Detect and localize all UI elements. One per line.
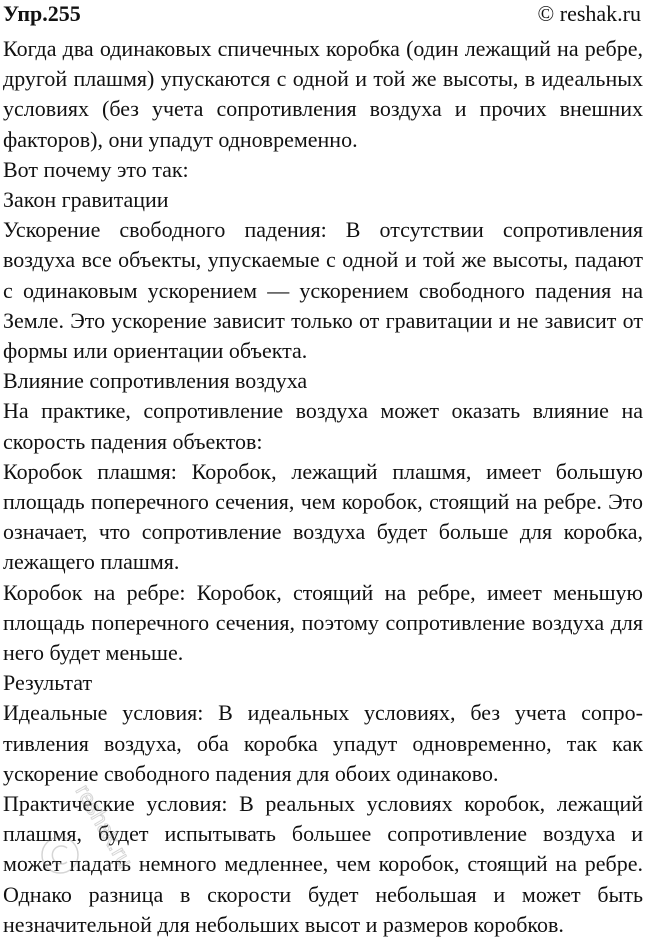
paragraph-edge-box: Коробок на ребре: Коробок, стоящий на ребре, имеет меньшую площадь поперечного сечения, поэтому сопротивление воздуха для него будет меньше.	[3, 579, 643, 666]
copyright-label: © reshak.ru	[537, 1, 641, 26]
paragraph-acceleration: Ускорение свободного падения: В отсутствии сопротивления воздуха все объекты, упускаемые с одной и той же высоты, падают с одинаковым ускорением — ускорением свободного падения на Земле. Это ускорение зависит только от гравитации и не зависит от формы или ориентации объекта.	[3, 217, 643, 364]
heading-result: Результат	[3, 670, 93, 696]
heading-gravity-law: Закон гравитации	[3, 187, 169, 213]
page-header	[0, 0, 646, 34]
paragraph-practice: На практике, сопротивление воздуха может оказать влияние на скорость падения объектов:	[3, 398, 643, 454]
heading-air-resistance: Влияние сопротивления воздуха	[3, 368, 308, 394]
paragraph-ideal: Идеальные условия: В идеальных условиях, без учета сопротивления воздуха, оба коробка упадут одновременно, так как ускорение свободного падения для обоих одинаково.	[3, 700, 643, 786]
paragraph-real: Практические условия: В реальных условиях коробок, лежащий плашмя, будет испытывать большее сопротивление воздуха и может падать немного медленнее, чем коробок, стоящий на ребре. Однако разница в скорости будет небольшая и может быть незначительной для небольших высот и размеров коробков.	[3, 791, 643, 937]
answer-text	[3, 34, 643, 940]
paragraph-intro: Когда два одинаковых спичечных коробка (один лежащий на ребре, другой плашмя) упускаются с одной и той же высоты, в идеальных условиях (без учета сопротивления воздуха и прочих внешних факторов), они упадут одновременно.	[3, 36, 643, 152]
paragraph-flat-box: Коробок плашмя: Коробок, лежащий плашмя, имеет большую площадь поперечного сечения, чем коробок, стоящий на ребре. Это означает, что сопротивление воздуха будет больше для коробка, лежащего плашмя.	[3, 458, 643, 575]
paragraph-why: Вот почему это так:	[3, 156, 189, 182]
watermark-text: reshak.ru	[70, 780, 139, 872]
exercise-title: Упр.255	[3, 1, 81, 26]
